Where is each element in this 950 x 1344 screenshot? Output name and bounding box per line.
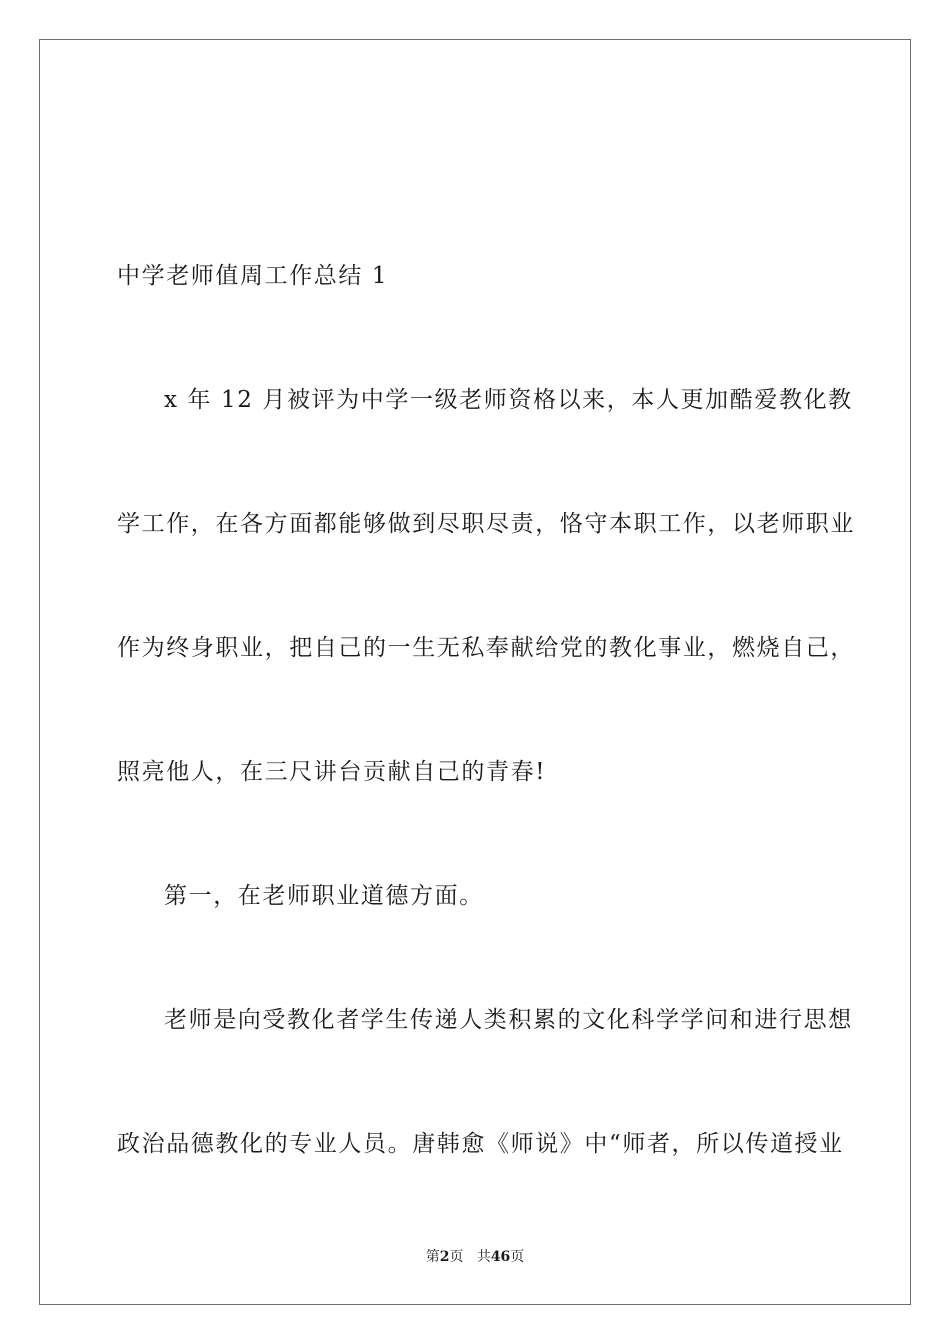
- paragraph-line: 作为终身职业，把自己的一生无私奉献给党的教化事业，燃烧自己，: [117, 635, 855, 661]
- section-heading: 第一，在老师职业道德方面。: [164, 883, 484, 909]
- document-title: 中学老师值周工作总结 1: [117, 263, 389, 289]
- page-footer: [0, 1247, 950, 1267]
- page-label-suffix: 页: [449, 1249, 464, 1265]
- current-page-number: 2: [439, 1249, 450, 1265]
- page-label-prefix: 第: [425, 1249, 440, 1265]
- paragraph-line: 照亮他人，在三尺讲台贡献自己的青春!: [117, 759, 547, 785]
- paragraph-line: 学工作，在各方面都能够做到尽职尽责，恪守本职工作，以老师职业: [117, 511, 855, 537]
- paragraph-line: 老师是向受教化者学生传递人类积累的文化科学学问和进行思想: [164, 1007, 853, 1033]
- page-border: [39, 39, 911, 1305]
- paragraph-line: x 年 12 月被评为中学一级老师资格以来，本人更加酷爱教化教: [164, 387, 853, 413]
- total-label-suffix: 页: [510, 1249, 525, 1265]
- total-label-prefix: 共: [476, 1249, 491, 1265]
- total-page-count: 46: [490, 1249, 511, 1265]
- paragraph-line: 政治品德教化的专业人员。唐韩愈《师说》中“师者，所以传道授业: [117, 1131, 844, 1157]
